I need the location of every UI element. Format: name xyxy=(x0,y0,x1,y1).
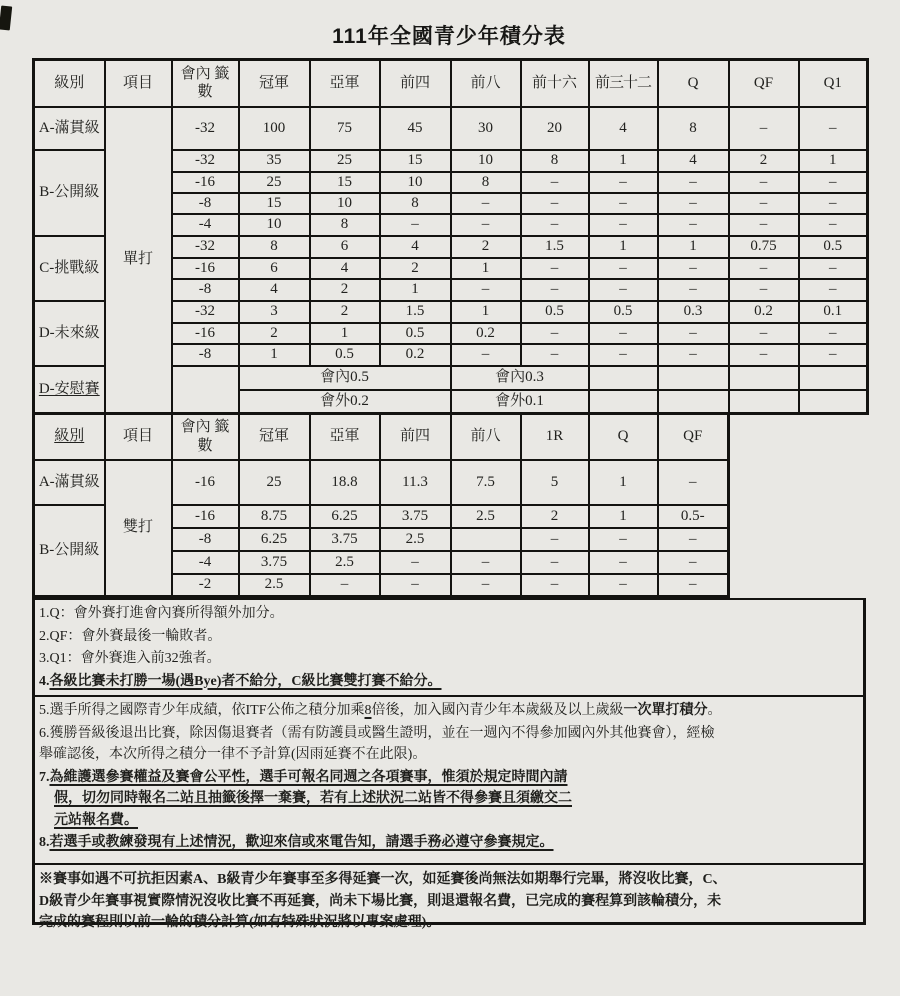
level-a-label: A-滿貫級 xyxy=(34,460,105,505)
consolation-main-draw-03: 會內0.3 xyxy=(451,366,589,390)
table-cell: 15 xyxy=(239,193,310,214)
footnote-text: 8. xyxy=(39,835,50,850)
table-cell: – xyxy=(589,323,658,344)
table-cell: – xyxy=(589,214,658,236)
footnote-text: D級青少年賽事視實際情況沒收比賽不再延賽，尚未下場比賽，則退還報名費，已完成的賽程算到該輪積分，未 xyxy=(39,893,722,909)
table-cell: 7.5 xyxy=(451,460,521,505)
table-cell: 6 xyxy=(310,236,380,258)
table-cell: -16 xyxy=(172,258,239,279)
table-cell: -4 xyxy=(172,551,239,574)
table-cell: – xyxy=(521,574,589,597)
col-header-top32: 前三十二 xyxy=(589,60,658,107)
table-cell: 2 xyxy=(729,150,799,172)
table-cell: – xyxy=(589,172,658,193)
col-header-q: Q xyxy=(589,414,658,460)
table-cell: 10 xyxy=(451,150,521,172)
col-header-top8: 前八 xyxy=(451,60,521,107)
table-cell: 10 xyxy=(310,193,380,214)
footnotes-box xyxy=(32,598,866,930)
footnote-2 xyxy=(39,626,858,648)
col-header-level: 級別 xyxy=(34,60,105,107)
table-cell: – xyxy=(658,344,729,366)
col-header-top8: 前八 xyxy=(451,414,521,460)
table-cell: – xyxy=(658,551,729,574)
table-cell: – xyxy=(380,214,451,236)
table-cell: 1 xyxy=(451,258,521,279)
table-cell: 1 xyxy=(589,150,658,172)
table-cell: – xyxy=(658,214,729,236)
table-cell: 0.5 xyxy=(380,323,451,344)
table-cell: – xyxy=(521,323,589,344)
footnote-text: 假，切勿同時報名二站且抽籤後擇一棄賽，若有上述狀況二站皆不得參賽且須繳交二 xyxy=(54,791,572,806)
level-d-consolation-label: D-安慰賽 xyxy=(34,366,105,414)
table-cell: – xyxy=(380,551,451,574)
table-cell: 8 xyxy=(310,214,380,236)
table-cell: – xyxy=(658,323,729,344)
footnote-1 xyxy=(39,603,858,625)
table-cell: – xyxy=(729,258,799,279)
consolation-qualifying-01: 會外0.1 xyxy=(451,390,589,414)
table-cell xyxy=(451,528,521,551)
table-cell: – xyxy=(589,574,658,597)
table-cell: 4 xyxy=(239,279,310,301)
table-cell: – xyxy=(799,323,868,344)
footnote-text: 若選手或教練發現有上述情況，歡迎來信或來電告知，請選手務必遵守參賽規定。 xyxy=(49,835,554,850)
col-header-event: 項目 xyxy=(105,60,172,107)
table-cell: – xyxy=(729,279,799,301)
table-cell: 0.1 xyxy=(799,301,868,323)
points-table-doubles xyxy=(32,412,730,598)
table-cell xyxy=(729,366,799,390)
table-cell: – xyxy=(658,279,729,301)
table-cell: – xyxy=(589,344,658,366)
table-cell: -32 xyxy=(172,107,239,150)
table-cell: – xyxy=(310,574,380,597)
table-cell: 15 xyxy=(310,172,380,193)
footnote-text: 倍後，加入國內青少年本歲級及以上歲級 xyxy=(371,703,624,718)
table-cell: -8 xyxy=(172,279,239,301)
table-cell: 2 xyxy=(451,236,521,258)
table-cell: 8 xyxy=(658,107,729,150)
footnote-text: 一次單打積分 xyxy=(623,703,708,718)
table-cell: 0.3 xyxy=(658,301,729,323)
table-cell: 1.5 xyxy=(521,236,589,258)
table-cell: 1 xyxy=(380,279,451,301)
table-cell: -32 xyxy=(172,150,239,172)
table-cell: – xyxy=(799,344,868,366)
table-cell: 30 xyxy=(451,107,521,150)
table-cell: 45 xyxy=(380,107,451,150)
footnotes-section-definitions xyxy=(35,600,863,697)
table-cell: – xyxy=(799,279,868,301)
footnote-text: 6.獲勝晉級後退出比賽，除因傷退賽者（需有防護員或醫生證明，並在一週內不得參加國內外其他賽會），經檢 xyxy=(39,725,715,741)
table-cell xyxy=(589,390,658,414)
table-cell: -16 xyxy=(172,460,239,505)
table-cell: – xyxy=(521,344,589,366)
table-cell: – xyxy=(589,528,658,551)
level-c-label: C-挑戰級 xyxy=(34,236,105,301)
table-cell xyxy=(799,366,868,390)
footnote-text: 5.選手所得之國際青少年成績，依ITF公佈之積分加乘 xyxy=(39,703,365,718)
table-cell xyxy=(658,366,729,390)
table-cell: 0.5 xyxy=(589,301,658,323)
table-cell: 0.2 xyxy=(729,301,799,323)
col-header-qf: QF xyxy=(658,414,729,460)
table-cell: – xyxy=(658,172,729,193)
table-cell: – xyxy=(658,460,729,505)
table-cell: 2.5 xyxy=(380,528,451,551)
col-header-runner-up: 亞軍 xyxy=(310,60,380,107)
table-cell: 8 xyxy=(521,150,589,172)
table-cell: 1 xyxy=(799,150,868,172)
table-cell: 0.2 xyxy=(380,344,451,366)
table-cell: 6 xyxy=(239,258,310,279)
table-cell: 75 xyxy=(310,107,380,150)
table-cell: – xyxy=(451,344,521,366)
table-cell: 6.25 xyxy=(310,505,380,528)
table-cell: 0.2 xyxy=(451,323,521,344)
table-cell: – xyxy=(589,193,658,214)
table-cell: 2.5 xyxy=(451,505,521,528)
footnote-text: 各級比賽未打勝一場(遇Bye)者不給分，C級比賽雙打賽不給分。 xyxy=(49,673,442,689)
footnote-text: ※賽事如遇不可抗拒因素A、B級青少年賽事至多得延賽一次，如延賽後尚無法如期舉行完畢，將沒收比賽，C、 xyxy=(39,872,727,887)
table-cell: 11.3 xyxy=(380,460,451,505)
table-cell: – xyxy=(521,214,589,236)
footnote-3 xyxy=(39,648,858,670)
level-b-label: B-公開級 xyxy=(34,505,105,597)
table-cell: 1 xyxy=(589,460,658,505)
table-cell: – xyxy=(521,193,589,214)
table-cell: 3.75 xyxy=(310,528,380,551)
col-header-champion: 冠軍 xyxy=(239,60,310,107)
table-cell: 2.5 xyxy=(239,574,310,597)
col-header-champion: 冠軍 xyxy=(239,414,310,460)
table-cell: -32 xyxy=(172,301,239,323)
table-cell: 25 xyxy=(310,150,380,172)
col-header-draw-size: 會內 籤數 xyxy=(172,60,239,107)
table-cell xyxy=(658,390,729,414)
table-cell: – xyxy=(521,258,589,279)
table-cell: 0.5 xyxy=(521,301,589,323)
table-cell: -4 xyxy=(172,214,239,236)
table-cell: -32 xyxy=(172,236,239,258)
footnote-text: 8 xyxy=(364,703,372,718)
col-header-top4: 前四 xyxy=(380,414,451,460)
table-cell: -8 xyxy=(172,193,239,214)
footnote-special xyxy=(39,869,858,934)
footnote-7 xyxy=(39,767,858,832)
level-a-label: A-滿貫級 xyxy=(34,107,105,150)
table-cell: 1 xyxy=(451,301,521,323)
table-cell: 4 xyxy=(658,150,729,172)
table-cell: – xyxy=(729,172,799,193)
footnote-4 xyxy=(39,671,858,693)
table-cell: 4 xyxy=(380,236,451,258)
footnote-text: 完成的賽程則以前一輪的積分計算(如有特殊狀況將以專案處理)。 xyxy=(39,915,441,930)
level-d-label: D-未來級 xyxy=(34,301,105,366)
footnote-text: 元站報名費。 xyxy=(54,812,138,828)
table-cell: 100 xyxy=(239,107,310,150)
consolation-main-draw-05: 會內0.5 xyxy=(239,366,451,390)
table-cell: – xyxy=(729,323,799,344)
table-cell: 20 xyxy=(521,107,589,150)
table-cell: 2 xyxy=(239,323,310,344)
col-header-event: 項目 xyxy=(105,414,172,460)
table-cell: 3.75 xyxy=(239,551,310,574)
table-cell: – xyxy=(380,574,451,597)
table-cell: 2 xyxy=(310,301,380,323)
footnote-text: 1.Q：會外賽打進會內賽所得額外加分。 xyxy=(39,606,284,621)
table-cell: – xyxy=(521,528,589,551)
col-header-1r: 1R xyxy=(521,414,589,460)
table-cell xyxy=(172,366,239,414)
table-cell: 4 xyxy=(589,107,658,150)
table-cell: – xyxy=(451,193,521,214)
footnote-text: 3.Q1：會外賽進入前32強者。 xyxy=(39,651,221,666)
table-cell: -2 xyxy=(172,574,239,597)
footnote-text: 。 xyxy=(707,703,722,718)
footnote-text: 舉確認後，本次所得之積分一律不予計算(因雨延賽不在此限)。 xyxy=(39,747,427,762)
table-cell: 0.75 xyxy=(729,236,799,258)
level-b-label: B-公開級 xyxy=(34,150,105,236)
col-header-top16: 前十六 xyxy=(521,60,589,107)
table-cell: 25 xyxy=(239,172,310,193)
table-cell: – xyxy=(658,528,729,551)
col-header-qf: QF xyxy=(729,60,799,107)
table-cell: – xyxy=(729,193,799,214)
col-header-q: Q xyxy=(658,60,729,107)
col-header-q1: Q1 xyxy=(799,60,868,107)
table-cell: 35 xyxy=(239,150,310,172)
col-header-level: 級別 xyxy=(34,414,105,460)
footnote-6 xyxy=(39,723,858,766)
table-cell: 8 xyxy=(239,236,310,258)
table-cell: – xyxy=(521,551,589,574)
footnote-text: 7. xyxy=(39,769,50,785)
footnotes-section-special xyxy=(35,865,863,937)
table-cell: -16 xyxy=(172,172,239,193)
table-cell: – xyxy=(589,279,658,301)
table-cell xyxy=(729,390,799,414)
table-cell: 3.75 xyxy=(380,505,451,528)
table-cell: -8 xyxy=(172,344,239,366)
table-cell: 1 xyxy=(589,505,658,528)
table-cell: – xyxy=(451,574,521,597)
event-singles-label: 單打 xyxy=(105,107,172,414)
table-cell: 8 xyxy=(380,193,451,214)
table-cell: – xyxy=(658,258,729,279)
footnotes-section-rules xyxy=(35,697,863,865)
table-cell: – xyxy=(451,214,521,236)
col-header-top4: 前四 xyxy=(380,60,451,107)
table-cell: 0.5- xyxy=(658,505,729,528)
table-cell: – xyxy=(729,344,799,366)
table-cell: 4 xyxy=(310,258,380,279)
table-cell: – xyxy=(589,551,658,574)
table-cell: 1.5 xyxy=(380,301,451,323)
table-cell: -8 xyxy=(172,528,239,551)
table-cell: 0.5 xyxy=(799,236,868,258)
table-cell: -16 xyxy=(172,323,239,344)
table-cell: 10 xyxy=(239,214,310,236)
table-cell: 10 xyxy=(380,172,451,193)
table-cell: 0.5 xyxy=(310,344,380,366)
table-cell xyxy=(589,366,658,390)
table-cell: 8.75 xyxy=(239,505,310,528)
table-cell: 1 xyxy=(658,236,729,258)
footnote-text: 4. xyxy=(39,673,50,689)
table-cell: 1 xyxy=(589,236,658,258)
event-doubles-label: 雙打 xyxy=(105,460,172,597)
table-cell: – xyxy=(521,279,589,301)
footnote-5 xyxy=(39,700,858,722)
footnote-8 xyxy=(39,832,858,854)
col-header-draw-size: 會內 籤數 xyxy=(172,414,239,460)
table-cell: – xyxy=(799,193,868,214)
table-cell: – xyxy=(799,172,868,193)
table-cell: 3 xyxy=(239,301,310,323)
footnote-text: 為維護選參賽權益及賽會公平性，選手可報名同週之各項賽事，惟須於規定時間內請 xyxy=(49,769,568,785)
points-table-singles xyxy=(32,58,869,415)
table-cell: 1 xyxy=(239,344,310,366)
table-cell: – xyxy=(451,279,521,301)
scan-artifact-mark xyxy=(0,5,12,30)
table-cell: – xyxy=(799,107,868,150)
table-cell: 8 xyxy=(451,172,521,193)
table-cell: 2 xyxy=(521,505,589,528)
footnote-text: 2.QF：會外賽最後一輪敗者。 xyxy=(39,628,222,644)
table-cell: – xyxy=(729,214,799,236)
page-title: 111年全國青少年積分表 xyxy=(332,25,566,48)
table-cell: – xyxy=(658,193,729,214)
table-cell: 2 xyxy=(380,258,451,279)
table-cell: – xyxy=(451,551,521,574)
table-cell: – xyxy=(589,258,658,279)
col-header-runner-up: 亞軍 xyxy=(310,414,380,460)
table-cell: – xyxy=(799,258,868,279)
table-cell: 25 xyxy=(239,460,310,505)
table-cell: -16 xyxy=(172,505,239,528)
table-cell: 15 xyxy=(380,150,451,172)
table-cell: 5 xyxy=(521,460,589,505)
table-cell xyxy=(799,390,868,414)
table-cell: 2 xyxy=(310,279,380,301)
table-cell: – xyxy=(658,574,729,597)
table-cell: 1 xyxy=(310,323,380,344)
table-cell: 2.5 xyxy=(310,551,380,574)
table-cell: – xyxy=(521,172,589,193)
table-cell: 18.8 xyxy=(310,460,380,505)
table-cell: – xyxy=(799,214,868,236)
consolation-qualifying-02: 會外0.2 xyxy=(239,390,451,414)
table-cell: 6.25 xyxy=(239,528,310,551)
table-cell: – xyxy=(729,107,799,150)
